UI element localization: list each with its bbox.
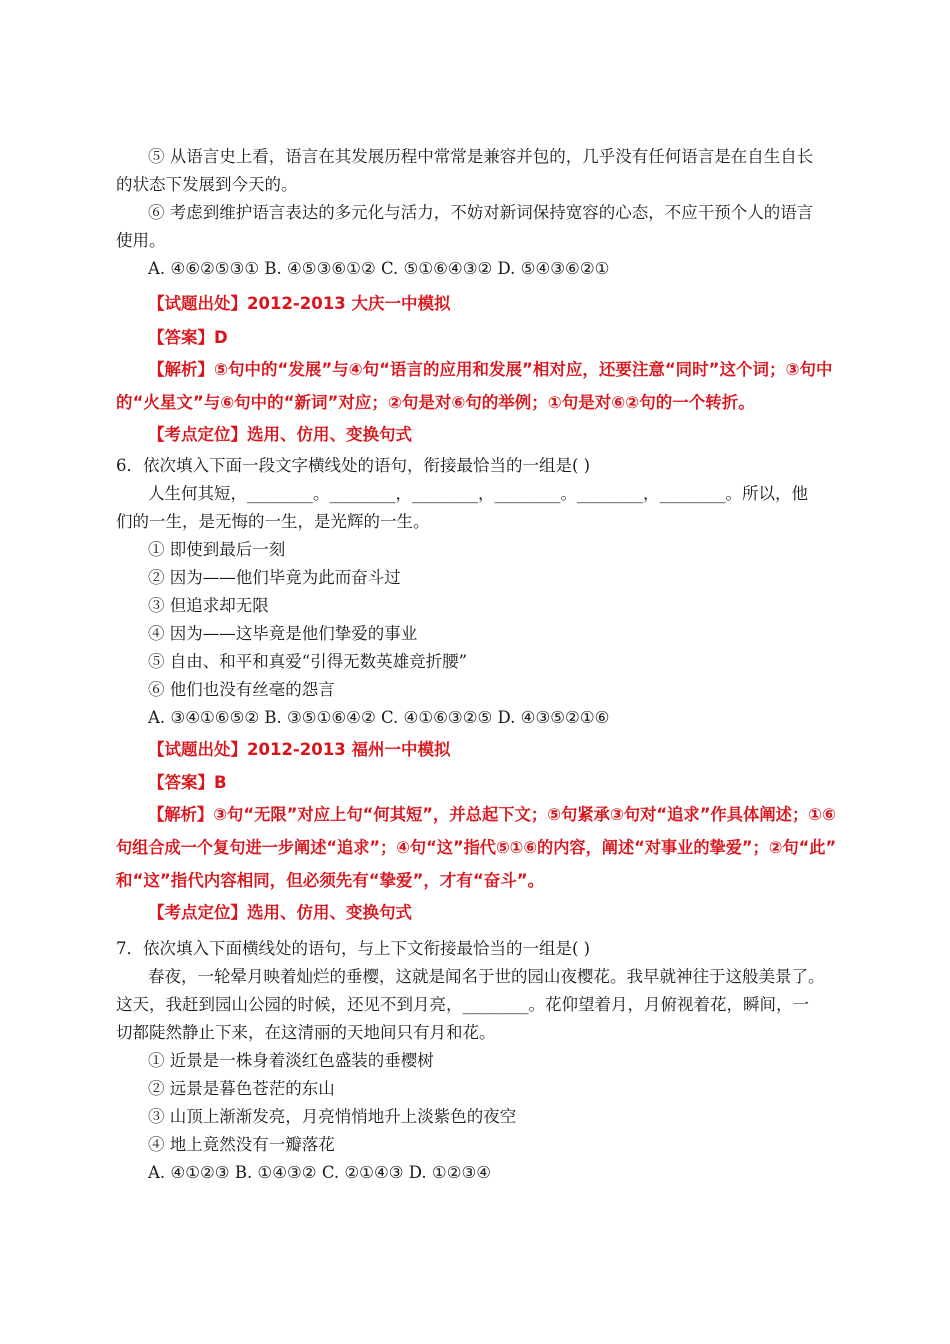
q6-analysis — [148, 803, 836, 827]
q6-item-6: ⑥ 他们也没有丝毫的怨言 — [148, 680, 335, 699]
q5-sentence-6-line1: ⑥ 考虑到维护语言表达的多元化与活力，不妨对新词保持宽容的心态，不应干预个人的语言 — [148, 203, 814, 222]
q5-source-tag: 【试题出处】 — [148, 294, 247, 313]
q6-analysis-line1: ③句“无限”对应上句“何其短”，并总起下文；⑤句紧承③句对“追求”作具体阐述；①⑥ — [213, 805, 836, 824]
q6-paragraph-line2: 们的一生，是无悔的一生，是光辉的一生。 — [116, 512, 430, 531]
q6-item-5: ⑤ 自由、和平和真爱“引得无数英雄竞折腰” — [148, 652, 468, 671]
q5-point-text: 选用、仿用、变换句式 — [247, 425, 412, 444]
q6-source-tag: 【试题出处】 — [148, 740, 247, 759]
q5-sentence-6-line2: 使用。 — [116, 231, 166, 250]
q5-analysis-tag: 【解析】 — [148, 360, 214, 379]
q5-point — [148, 423, 412, 447]
q7-paragraph-line1: 春夜，一轮晕月映着灿烂的垂樱，这就是闻名于世的园山夜樱花。我早就神往于这般美景了。 — [148, 967, 825, 986]
q5-point-tag: 【考点定位】 — [148, 425, 247, 444]
q6-point-tag: 【考点定位】 — [148, 903, 247, 922]
q7-options: A. ④①②③ B. ①④③② C. ②①④③ D. ①②③④ — [148, 1163, 492, 1182]
q7-item-4: ④ 地上竟然没有一瓣落花 — [148, 1135, 335, 1154]
q5-analysis-line1: ⑤句中的“发展”与④句“语言的应用和发展”相对应，还要注意“同时”这个词；③句中 — [214, 360, 833, 379]
q6-source-text: 2012-2013 福州一中模拟 — [247, 740, 451, 759]
q5-analysis — [148, 358, 832, 382]
q5-source-text: 2012-2013 大庆一中模拟 — [247, 294, 451, 313]
q6-item-4: ④ 因为——这毕竟是他们挚爱的事业 — [148, 624, 418, 643]
q5-sentence-5-line1: ⑤ 从语言史上看，语言在其发展历程中常常是兼容并包的，几乎没有任何语言是在自生自长 — [148, 147, 814, 166]
q5-sentence-5-line2: 的状态下发展到今天的。 — [116, 175, 298, 194]
q6-answer-tag: 【答案】 — [148, 773, 214, 792]
q6-answer — [148, 771, 227, 795]
q6-analysis-line2: 句组合成一个复句进一步阐述“追求”；④句“这”指代⑤①⑥的内容，阐述“对事业的挚爱”；②句“此” — [116, 838, 837, 857]
q6-options: A. ③④①⑥⑤② B. ③⑤①⑥④② C. ④①⑥③②⑤ D. ④③⑤②①⑥ — [148, 708, 610, 727]
q5-answer-text: D — [214, 328, 228, 347]
q6-paragraph-line1: 人生何其短，________。________，________，________。________，________。所以，他 — [148, 484, 808, 503]
q6-point-text: 选用、仿用、变换句式 — [247, 903, 412, 922]
q6-stem: 6．依次填入下面一段文字横线处的语句，衔接最恰当的一组是( ) — [116, 456, 591, 475]
q5-options: A. ④⑥②⑤③① B. ④⑤③⑥①② C. ⑤①⑥④③② D. ⑤④③⑥②① — [148, 259, 610, 278]
q5-answer-tag: 【答案】 — [148, 328, 214, 347]
q7-stem: 7．依次填入下面横线处的语句，与上下文衔接最恰当的一组是( ) — [116, 939, 591, 958]
q6-analysis-tag: 【解析】 — [148, 805, 214, 824]
q6-source — [148, 738, 450, 762]
q6-item-1: ① 即使到最后一刻 — [148, 540, 286, 559]
q6-answer-text: B — [214, 773, 227, 792]
q5-analysis-line2: 的“火星文”与⑥句中的“新词”对应；②句是对⑥句的举例；①句是对⑥②句的一个转折。 — [116, 393, 755, 412]
q7-paragraph-line3: 切都陡然静止下来，在这清丽的天地间只有月和花。 — [116, 1023, 496, 1042]
q7-paragraph-line2: 这天，我赶到园山公园的时候，还见不到月亮，________。花仰望着月，月俯视着花，瞬间，一 — [116, 995, 809, 1014]
q6-item-3: ③ 但追求却无限 — [148, 596, 269, 615]
q5-source — [148, 292, 450, 316]
q6-point — [148, 901, 412, 925]
q7-item-3: ③ 山顶上渐渐发亮，月亮悄悄地升上淡紫色的夜空 — [148, 1107, 517, 1126]
q6-analysis-line3: 和“这”指代内容相同，但必须先有“挚爱”，才有“奋斗”。 — [116, 871, 545, 890]
q6-item-2: ② 因为——他们毕竟为此而奋斗过 — [148, 568, 401, 587]
q7-item-2: ② 远景是暮色苍茫的东山 — [148, 1079, 335, 1098]
q5-answer — [148, 326, 228, 350]
q7-item-1: ① 近景是一株身着淡红色盛装的垂樱树 — [148, 1051, 434, 1070]
